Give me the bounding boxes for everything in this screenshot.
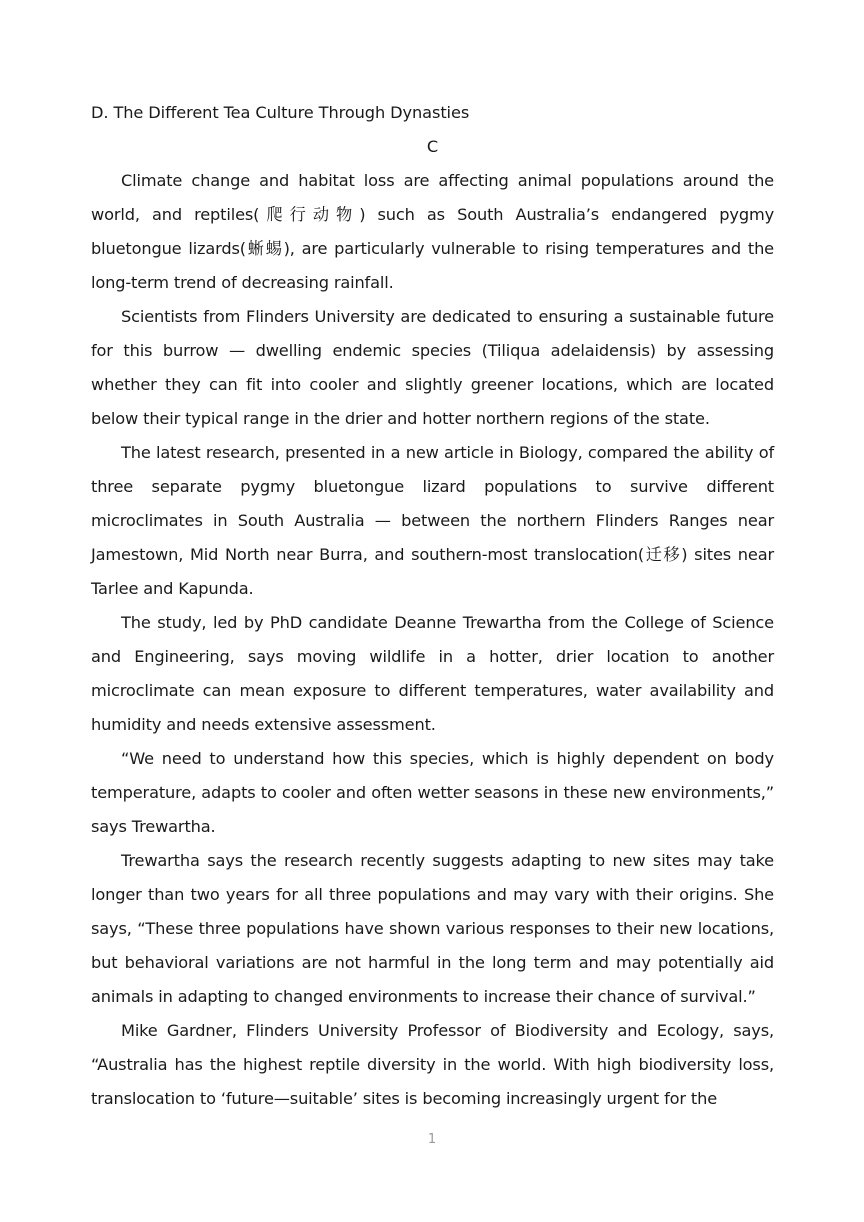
paragraph-5: “We need to understand how this species, which is highly dependent on body temperature, adapts to cooler and often wetter seasons in these new environments,” says Trewartha. xyxy=(91,749,774,836)
page-number: 1 xyxy=(427,1132,437,1147)
paragraph-1: Climate change and habitat loss are affecting animal populations around the world, and reptiles(爬行动物) such as South Australia’s endangered pygmy bluetongue lizards(蜥蜴), are particularly vulnerable to rising temperatures and the long-term trend of decreasing rainfall. xyxy=(91,171,774,292)
paragraph-4: The study, led by PhD candidate Deanne Trewartha from the College of Science and Engineering, says moving wildlife in a hotter, drier location to another microclimate can mean exposure to different temperatures, water availability and humidity and needs extensive assessment. xyxy=(91,613,774,734)
paragraph-6: Trewartha says the research recently suggests adapting to new sites may take longer than two years for all three populations and may vary with their origins. She says, “These three populations have shown various responses to their new locations, but behavioral variations are not harmful in the long term and may potentially aid animals in adapting to changed environments to increase their chance of survival.” xyxy=(91,851,774,1006)
document-body xyxy=(91,96,774,1116)
paragraph-2: Scientists from Flinders University are dedicated to ensuring a sustainable future for this burrow — dwelling endemic species (Tiliqua adelaidensis) by assessing whether they can fit into cooler and slightly greener locations, which are located below their typical range in the drier and hotter northern regions of the state. xyxy=(91,307,774,428)
section-label: C xyxy=(426,137,439,156)
paragraph-7: Mike Gardner, Flinders University Professor of Biodiversity and Ecology, says, “Australia has the highest reptile diversity in the world. With high biodiversity loss, translocation to ‘future—suitable’ sites is becoming increasingly urgent for the xyxy=(91,1021,774,1108)
paragraph-3: The latest research, presented in a new article in Biology, compared the ability of three separate pygmy bluetongue lizard populations to survive different microclimates in South Australia — between the northern Flinders Ranges near Jamestown, Mid North near Burra, and southern-most translocation(迁移) sites near Tarlee and Kapunda. xyxy=(91,443,774,598)
previous-option-d: D. The Different Tea Culture Through Dynasties xyxy=(91,103,470,122)
